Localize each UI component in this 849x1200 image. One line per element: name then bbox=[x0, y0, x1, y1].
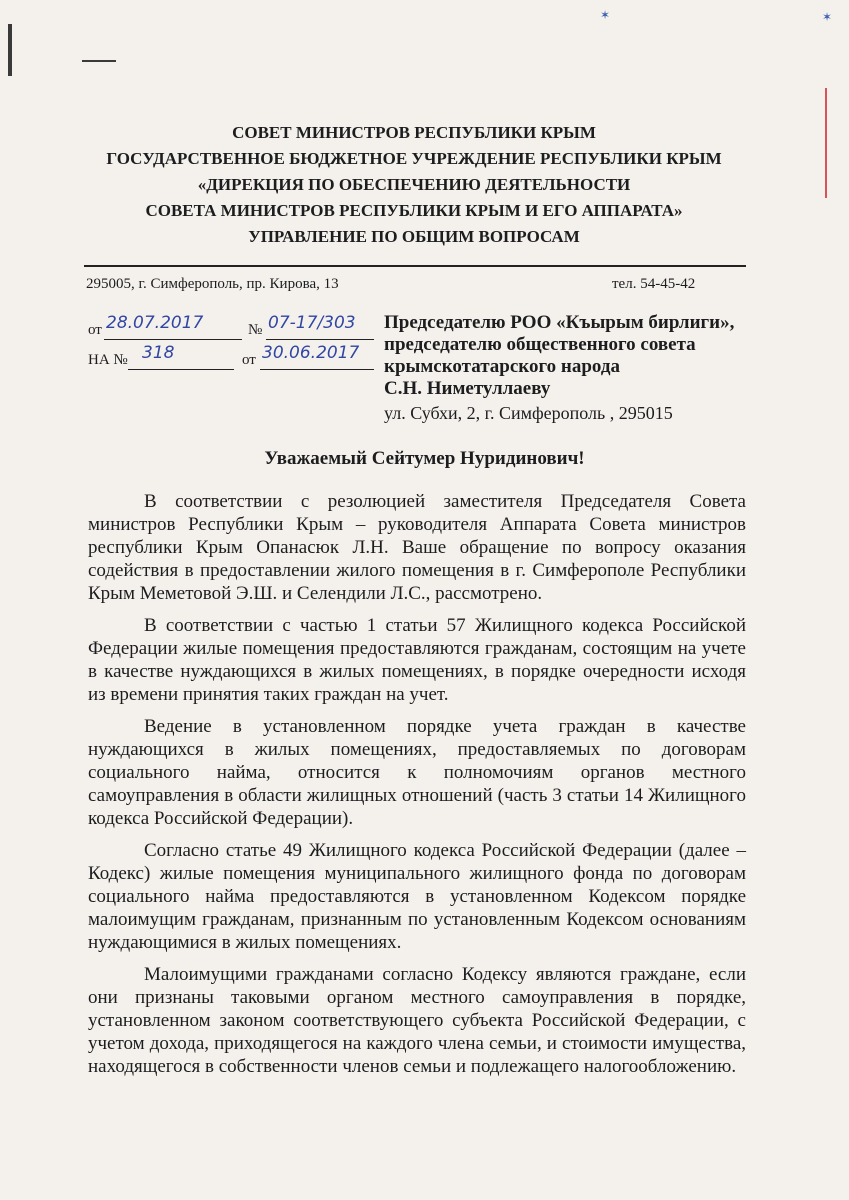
from-date: 28.07.2017 bbox=[106, 313, 204, 333]
org-line-1: СОВЕТ МИНИСТРОВ РЕСПУБЛИКИ КРЫМ bbox=[232, 123, 596, 142]
from-date-underline bbox=[104, 339, 242, 340]
ref-from-label: от bbox=[242, 352, 256, 368]
ref-label: НА № bbox=[88, 352, 128, 368]
body-paragraph: В соответствии с резолюцией заместителя Председателя Совета министров Республики Крым – руководителя Аппарата Совета министров республики Крым Опанасюк Л.Н. Ваше обращение по вопросу оказания содействия в предоставлении жилого помещения в г. Симферополе Республики Крым Меметовой Э.Ш. и Селендили Л.С., рассмотрено. bbox=[88, 491, 746, 604]
addressee-block bbox=[384, 312, 734, 400]
org-line-4: СОВЕТА МИНИСТРОВ РЕСПУБЛИКИ КРЫМ И ЕГО АППАРАТА» bbox=[145, 201, 683, 220]
stamp-fragment bbox=[825, 88, 849, 198]
ink-dot: ✶ bbox=[822, 10, 833, 24]
org-line-2: ГОСУДАРСТВЕННОЕ БЮДЖЕТНОЕ УЧРЕЖДЕНИЕ РЕСПУБЛИКИ КРЫМ bbox=[106, 149, 722, 168]
letter-body bbox=[88, 490, 746, 1087]
addressee-line-3: крымскотатарского народа bbox=[384, 356, 620, 377]
from-label: от bbox=[88, 322, 102, 338]
outgoing-number: 07-17/303 bbox=[268, 313, 356, 333]
number-underline bbox=[266, 339, 374, 340]
ink-dot: ✶ bbox=[600, 8, 611, 22]
addressee-name: С.Н. Ниметуллаеву bbox=[384, 378, 551, 399]
addressee-address: ул. Субхи, 2, г. Симферополь , 295015 bbox=[384, 403, 673, 423]
ref-number-underline bbox=[128, 369, 234, 370]
body-paragraph: Малоимущими гражданами согласно Кодексу являются граждане, если они признаны таковыми органом местного самоуправления в порядке, установленном законом соответствующего субъекта Российской Федерации, с учетом дохода, приходящегося на каждого члена семьи, и стоимости имущества, находящегося в собственности членов семьи и подлежащего налогообложению. bbox=[88, 964, 746, 1077]
margin-dash bbox=[82, 60, 116, 62]
margin-mark bbox=[8, 24, 12, 76]
org-line-5: УПРАВЛЕНИЕ ПО ОБЩИМ ВОПРОСАМ bbox=[248, 227, 580, 246]
header-rule bbox=[84, 265, 746, 267]
ref-date-underline bbox=[260, 369, 374, 370]
addressee-line-2: председателю общественного совета bbox=[384, 334, 696, 355]
org-phone: тел. 54-45-42 bbox=[612, 276, 696, 292]
body-paragraph: Ведение в установленном порядке учета граждан в качестве нуждающихся в жилых помещениях, предоставляемых по договорам социального найма, относится к полномочиям органов местного самоуправления в области жилищных отношений (часть 3 статьи 14 Жилищного кодекса Российской Федерации). bbox=[88, 716, 746, 829]
organization-header bbox=[84, 120, 744, 250]
ref-date: 30.06.2017 bbox=[262, 343, 360, 363]
salutation: Уважаемый Сейтумер Нуридинович! bbox=[264, 448, 585, 469]
number-label: № bbox=[248, 322, 263, 338]
org-line-3: «ДИРЕКЦИЯ ПО ОБЕСПЕЧЕНИЮ ДЕЯТЕЛЬНОСТИ bbox=[197, 175, 631, 194]
addressee-line-1: Председателю РОО «Къырым бирлиги», bbox=[384, 312, 735, 333]
body-paragraph: Согласно статье 49 Жилищного кодекса Российской Федерации (далее – Кодекс) жилые помещения муниципального жилищного фонда по договорам социального найма предоставляются в установленном Кодексом порядке малоимущим гражданам, признанным по установленным Кодексом основаниям нуждающимися в жилых помещениях. bbox=[88, 840, 746, 953]
org-address: 295005, г. Симферополь, пр. Кирова, 13 bbox=[86, 276, 339, 292]
ref-number: 318 bbox=[142, 343, 175, 363]
body-paragraph: В соответствии с частью 1 статьи 57 Жилищного кодекса Российской Федерации жилые помещения предоставляются гражданам, состоящим на учете в качестве нуждающихся в жилых помещениях, в порядке очередности исходя из времени принятия таких граждан на учет. bbox=[88, 615, 746, 705]
